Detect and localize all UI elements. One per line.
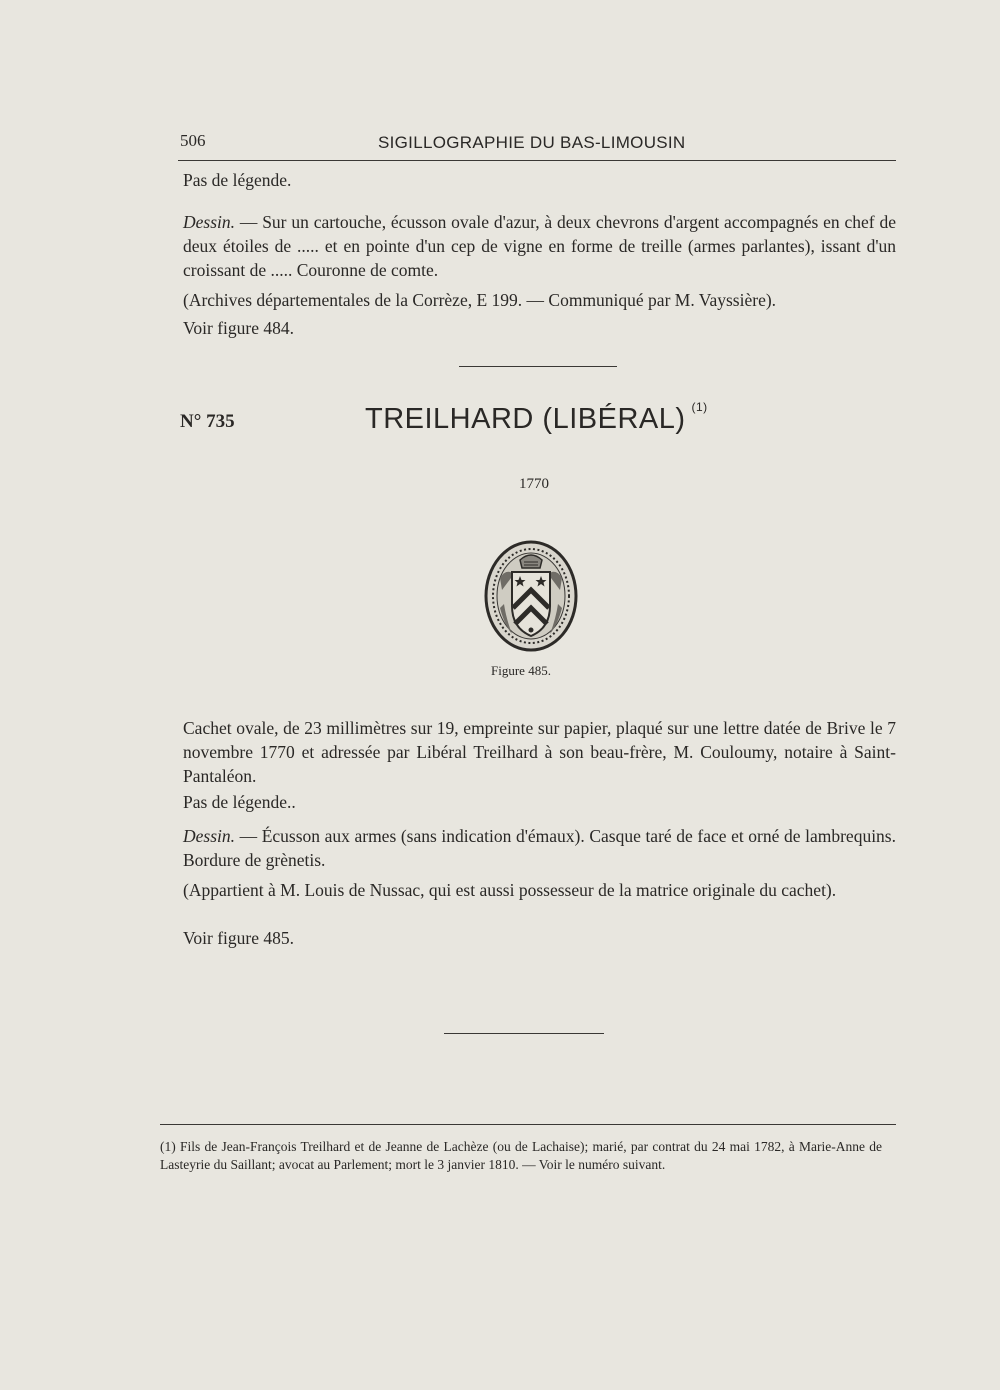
entry-year: 1770 [519, 476, 549, 492]
footnote-rule [160, 1124, 896, 1125]
end-divider [444, 1033, 604, 1034]
entry-see-figure: Voir figure 485. [183, 928, 294, 948]
prev-source: (Archives départementales de la Corrèze, E 199. — Communiqué par M. Vayssière). [183, 290, 777, 310]
entry-dessin-label: Dessin. [183, 826, 236, 846]
entry-dessin-text: — Écusson aux armes (sans indication d'émaux). Casque taré de face et orné de lambrequins. Bordure de grènetis. [183, 826, 896, 870]
seal-image [480, 538, 580, 658]
footnote: (1) Fils de Jean-François Treilhard et de Jeanne de Lachèze (ou de Lachaise); marié, par contrat du 24 mai 1782, à Marie-Anne de Lasteyrie du Saillant; avocat au Parlement; mort le 3 janvier 1810. — Voir le numéro suivant. [160, 1139, 882, 1172]
entry-legend: Pas de légende.. [183, 792, 296, 812]
prev-see-figure: Voir figure 484. [183, 318, 294, 338]
header-rule [178, 160, 896, 161]
running-title: SIGILLOGRAPHIE DU BAS-LIMOUSIN [378, 133, 686, 152]
section-divider [459, 366, 617, 367]
page-number: 506 [180, 131, 206, 150]
entry-title [365, 400, 708, 436]
entry-name: TREILHARD (LIBÉRAL) [365, 403, 686, 435]
figure-caption: Figure 485. [491, 663, 551, 678]
seal-description: Cachet ovale, de 23 millimètres sur 19, empreinte sur papier, plaqué sur une lettre datée de Brive le 7 novembre 1770 et adressée par Libéral Treilhard à son beau-frère, M. Couloumy, notaire à Saint-Pantaléon. [183, 718, 896, 786]
entry-dessin [183, 824, 896, 872]
prev-dessin [183, 210, 896, 282]
prev-legend: Pas de légende. [183, 170, 292, 190]
prev-dessin-text: — Sur un cartouche, écusson ovale d'azur, à deux chevrons d'argent accompagnés en chef de deux étoiles de ..... et en pointe d'un cep de vigne en forme de treille (armes parlantes), issant d'un croissant de ..... Couronne de comte. [183, 212, 896, 280]
entry-number: N° 735 [180, 411, 235, 432]
prev-dessin-label: Dessin. [183, 212, 236, 232]
entry-ownership: (Appartient à M. Louis de Nussac, qui est aussi possesseur de la matrice originale du cachet). [183, 880, 837, 900]
footnote-ref: (1) [691, 400, 708, 415]
